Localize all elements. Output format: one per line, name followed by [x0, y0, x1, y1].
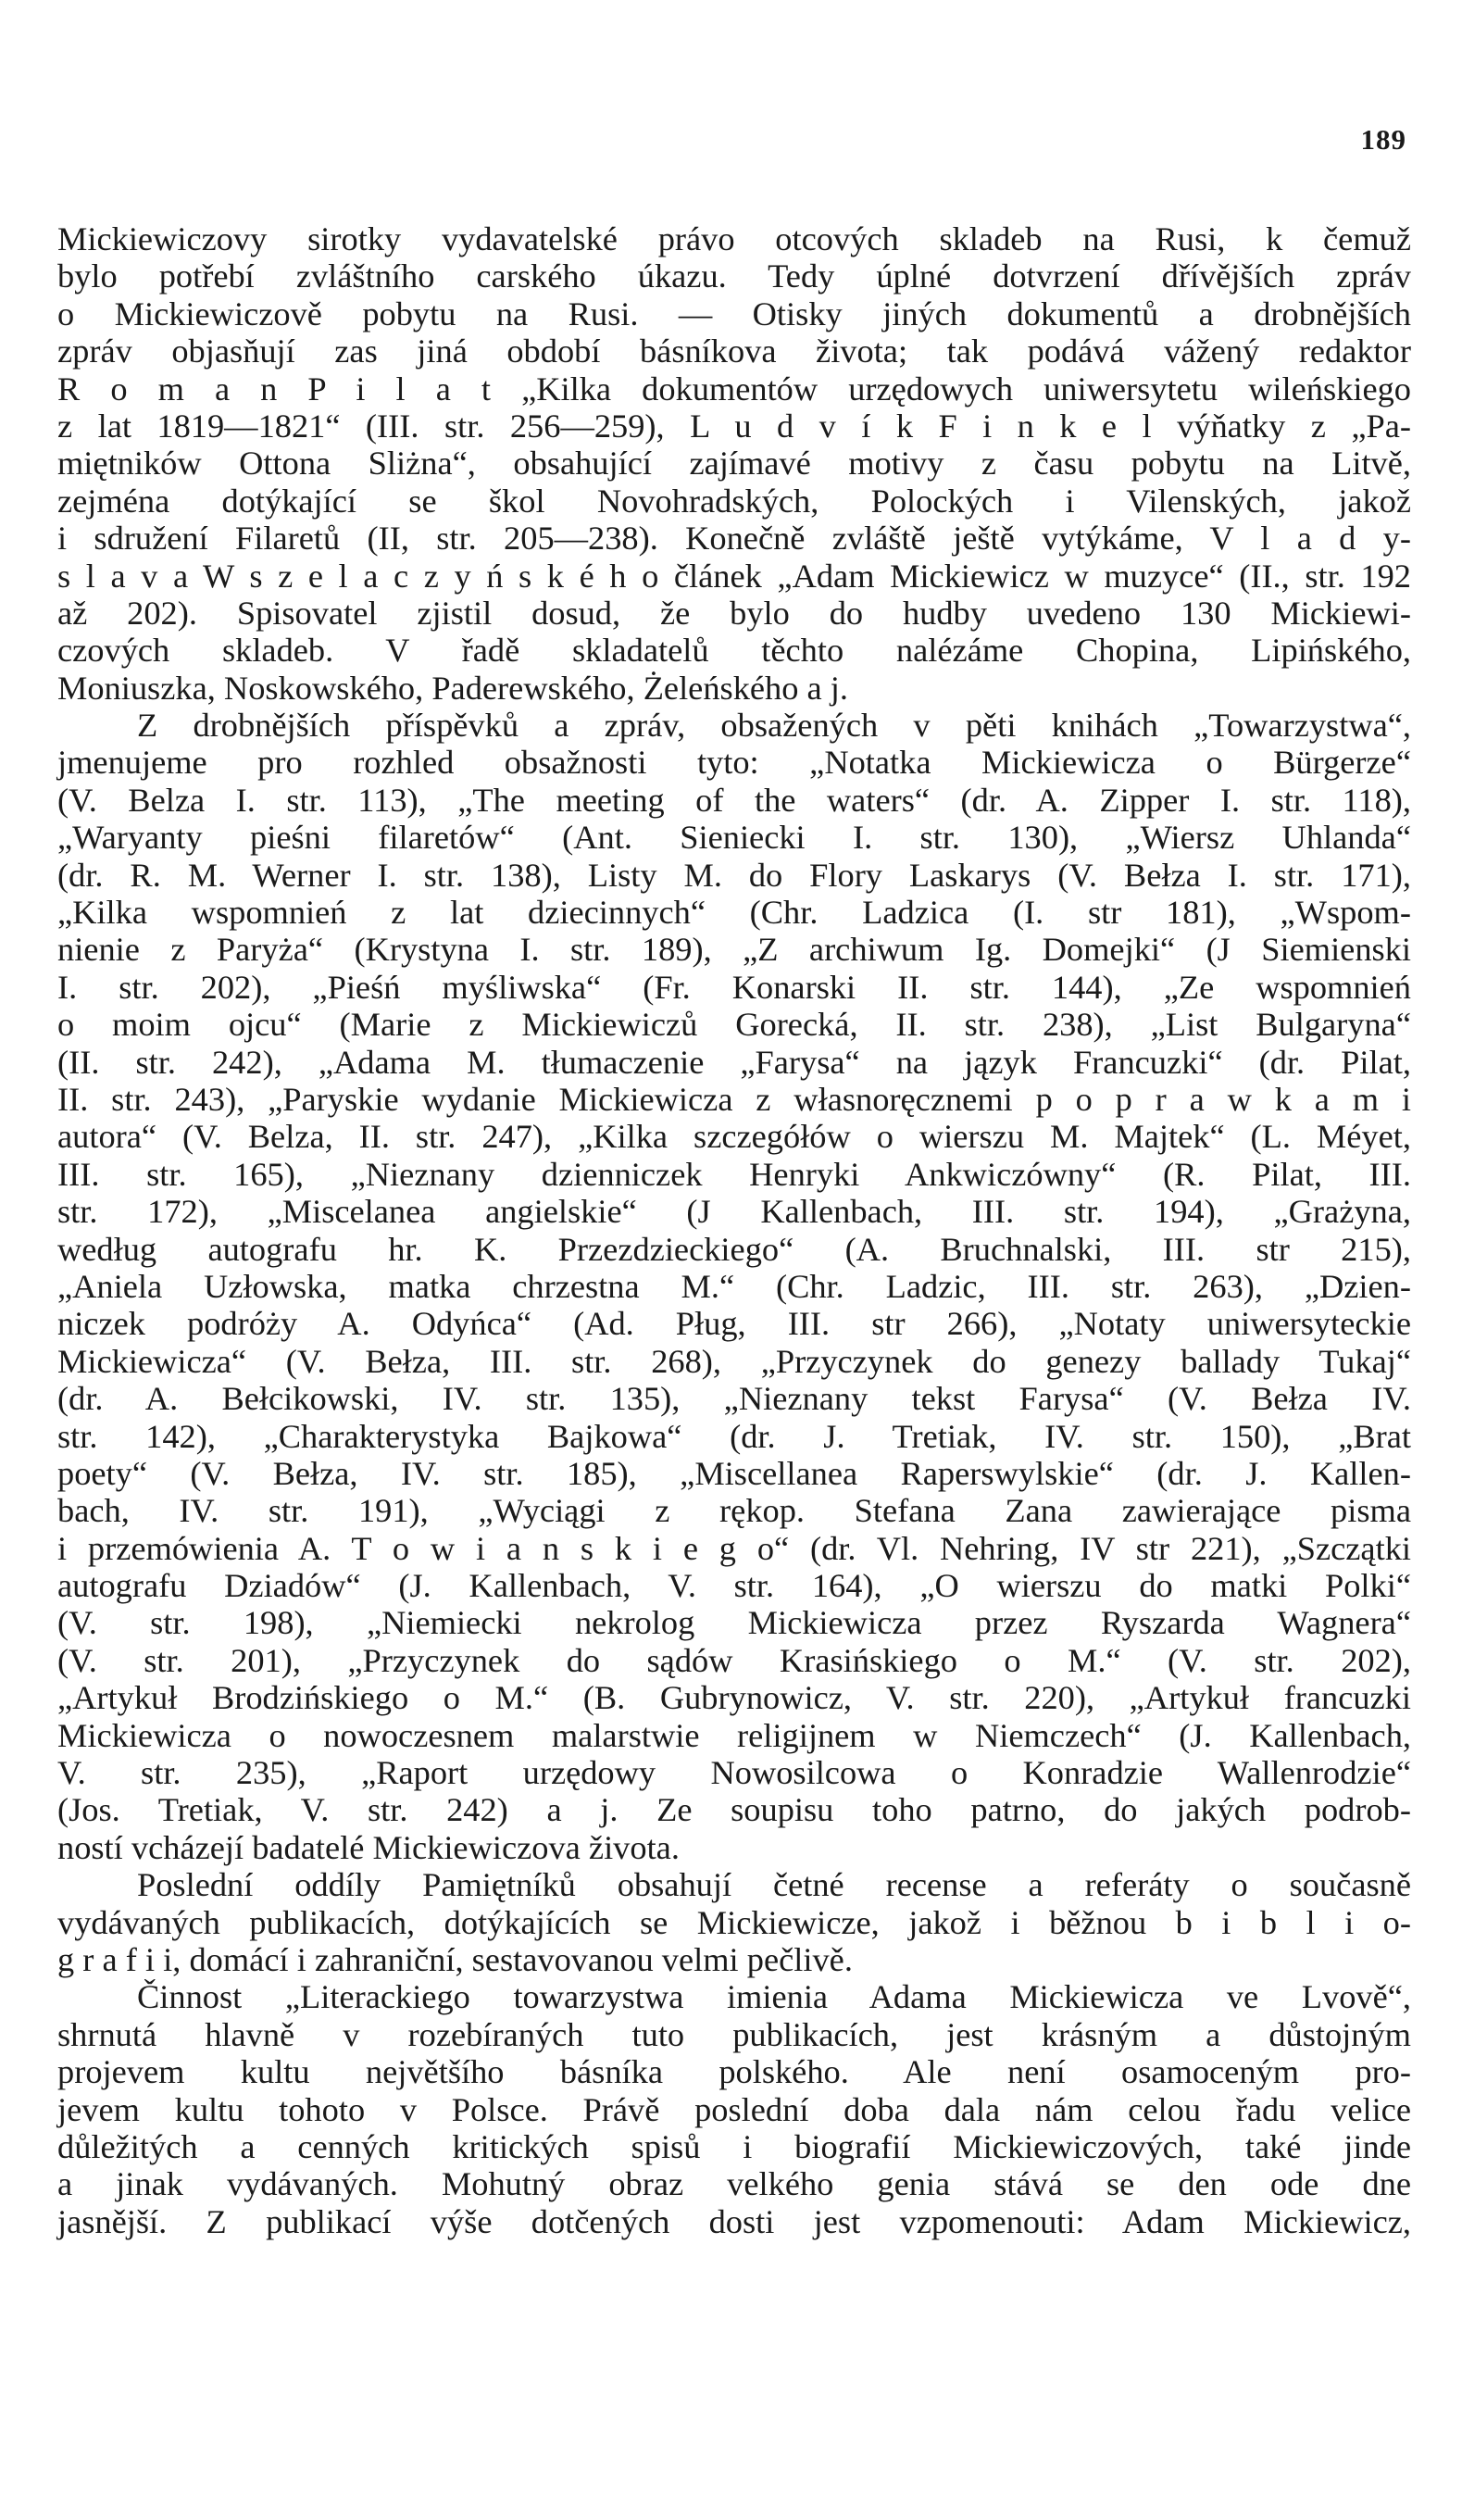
text-line: „Waryanty pieśni filaretów“ (Ant. Sieniecki I. str. 130), „Wiersz Uhlanda“ [57, 819, 1411, 857]
text-line: jmenujeme pro rozhled obsažnosti tyto: „Notatka Mickiewicza o Bürgerze“ [57, 744, 1411, 782]
text-line: i sdružení Filaretů (II, str. 205—238). Konečně zvláště ještě vytýkáme, V l a d y- [57, 520, 1411, 558]
text-line: Moniuszka, Noskowského, Paderewského, Żeleńského a j. [57, 669, 848, 707]
text-line: o moim ojcu“ (Marie z Mickiewiczů Gorecká, II. str. 238), „List Bulgaryna“ [57, 1006, 1411, 1044]
text-line: projevem kultu největšího básníka polského. Ale není osamoceným pro- [57, 2053, 1411, 2091]
text-line: I. str. 202), „Pieśń myśliwska“ (Fr. Konarski II. str. 144), „Ze wspomnień [57, 968, 1411, 1006]
text-line: str. 142), „Charakterystyka Bajkowa“ (dr. J. Tretiak, IV. str. 150), „Brat [57, 1417, 1411, 1455]
text-line: až 202). Spisovatel zjistil dosud, že bylo do hudby uvedeno 130 Mickiewi- [57, 594, 1411, 632]
text-line: (Jos. Tretiak, V. str. 242) a j. Ze soupisu toho patrno, do jakých podrob- [57, 1791, 1411, 1829]
text-line: bylo potřebí zvláštního carského úkazu. Tedy úplné dotvrzení dřívějších zpráv [57, 257, 1411, 295]
text-line: s l a v a W s z e l a c z y ń s k é h o článek „Adam Mickiewicz w muzyce“ (II., str. 192 [57, 557, 1411, 595]
text-line: (II. str. 242), „Adama M. tłumaczenie „Farysa“ na jązyk Francuzki“ (dr. Pilat, [57, 1043, 1411, 1081]
text-line: zpráv objasňují zas jiná období básníkova života; tak podává vážený redaktor [57, 332, 1411, 370]
text-line: bach, IV. str. 191), „Wyciągi z rękop. Stefana Zana zawierające pisma [57, 1492, 1411, 1530]
text-line: „Artykuł Brodzińskiego o M.“ (B. Gubrynowicz, V. str. 220), „Artykuł francuzki [57, 1679, 1411, 1717]
text-line: poety“ (V. Bełza, IV. str. 185), „Miscellanea Raperswylskie“ (dr. J. Kallen- [57, 1454, 1411, 1492]
text-line: „Kilka wspomnień z lat dziecinnych“ (Chr. Ladzica (I. str 181), „Wspom- [57, 894, 1411, 932]
text-line: Poslední oddíly Pamiętníků obsahují četné recense a referáty o současně [137, 1866, 1411, 1904]
text-line: jevem kultu tohoto v Polsce. Právě poslední doba dala nám celou řadu velice [57, 2090, 1411, 2128]
text-line: zejména dotýkající se škol Novohradských, Polockých i Vilenských, jakož [57, 482, 1411, 520]
text-line: jasnější. Z publikací výše dotčených dosti jest vzpomenouti: Adam Mickiewicz, [57, 2202, 1411, 2240]
text-line: (V. str. 198), „Niemiecki nekrolog Mickiewicza przez Ryszarda Wagnera“ [57, 1604, 1411, 1642]
text-line: Mickiewicza o nowoczesnem malarstwie religijnem w Niemczech“ (J. Kallenbach, [57, 1716, 1411, 1754]
text-line: str. 172), „Miscelanea angielskie“ (J Kallenbach, III. str. 194), „Grażyna, [57, 1193, 1411, 1231]
text-line: autografu Dziadów“ (J. Kallenbach, V. str. 164), „O wierszu do matki Polki“ [57, 1567, 1411, 1605]
text-line: V. str. 235), „Raport urzędowy Nowosilcowa o Konradzie Wallenrodzie“ [57, 1754, 1411, 1792]
text-line: III. str. 165), „Nieznany dzienniczek Henryki Ankwiczówny“ (R. Pilat, III. [57, 1155, 1411, 1193]
text-line: (V. str. 201), „Przyczynek do sądów Krasińskiego o M.“ (V. str. 202), [57, 1641, 1411, 1679]
text-line: Mickiewicza“ (V. Bełza, III. str. 268), „Przyczynek do genezy ballady Tukaj“ [57, 1342, 1411, 1380]
text-line: ností vcházejí badatelé Mickiewiczova života. [57, 1828, 680, 1866]
text-line: (V. Belza I. str. 113), „The meeting of the waters“ (dr. A. Zipper I. str. 118), [57, 781, 1411, 819]
text-line: (dr. R. M. Werner I. str. 138), Listy M. do Flory Laskarys (V. Bełza I. str. 171), [57, 856, 1411, 894]
text-line: důležitých a cenných kritických spisů i biografií Mickiewiczových, také jinde [57, 2127, 1411, 2165]
text-line: według autografu hr. K. Przezdzieckiego“ (A. Bruchnalski, III. str 215), [57, 1230, 1411, 1268]
page-number: 189 [1360, 123, 1406, 156]
text-line: i przemówienia A. T o w i a n s k i e g o“ (dr. Vl. Nehring, IV str 221), „Szczątki [57, 1529, 1411, 1567]
text-line: g r a f i i, domácí i zahraniční, sestavovanou velmi pečlivě. [57, 1940, 853, 1978]
text-line: autora“ (V. Belza, II. str. 247), „Kilka szczegółów o wierszu M. Majtek“ (L. Méyet, [57, 1118, 1411, 1156]
text-line: Z drobnějších příspěvků a zpráv, obsažených v pěti knihách „Towarzystwa“, [137, 707, 1411, 745]
text-line: (dr. A. Bełcikowski, IV. str. 135), „Nieznany tekst Farysa“ (V. Bełza IV. [57, 1380, 1411, 1418]
text-line: miętników Ottona Sliżna“, obsahující zajímavé motivy z času pobytu na Litvě, [57, 445, 1411, 483]
text-line: vydávaných publikacích, dotýkajících se Mickiewicze, jakož i běžnou b i b l i o- [57, 1903, 1411, 1941]
text-line: R o m a n P i l a t „Kilka dokumentów urzędowych uniwersytetu wileńskiego [57, 370, 1411, 407]
text-line: „Aniela Uzłowska, matka chrzestna M.“ (Chr. Ladzic, III. str. 263), „Dzien- [57, 1267, 1411, 1305]
text-line: czových skladeb. V řadě skladatelů těchto nalézáme Chopina, Lipińského, [57, 632, 1411, 670]
text-line: II. str. 243), „Paryskie wydanie Mickiewicza z własnoręcznemi p o p r a w k a m i [57, 1080, 1411, 1118]
text-line: nienie z Paryża“ (Krystyna I. str. 189), „Z archiwum Ig. Domejki“ (J Siemienski [57, 931, 1411, 969]
text-line: Mickiewiczovy sirotky vydavatelské právo otcových skladeb na Rusi, k čemuž [57, 220, 1411, 257]
text-line: o Mickiewiczově pobytu na Rusi. — Otisky jiných dokumentů a drobnějších [57, 295, 1411, 332]
text-line: z lat 1819—1821“ (III. str. 256—259), L u d v í k F i n k e l výňatky z „Pa- [57, 407, 1411, 445]
text-line: a jinak vydávaných. Mohutný obraz velkého genia stává se den ode dne [57, 2165, 1411, 2203]
text-line: Činnost „Literackiego towarzystwa imienia Adama Mickiewicza ve Lvově“, [137, 1978, 1411, 2016]
text-line: shrnutá hlavně v rozebíraných tuto publikacích, jest krásným a důstojným [57, 2015, 1411, 2053]
text-line: niczek podróży A. Odyńca“ (Ad. Pług, III. str 266), „Notaty uniwersyteckie [57, 1305, 1411, 1343]
body-text [57, 220, 1411, 2240]
